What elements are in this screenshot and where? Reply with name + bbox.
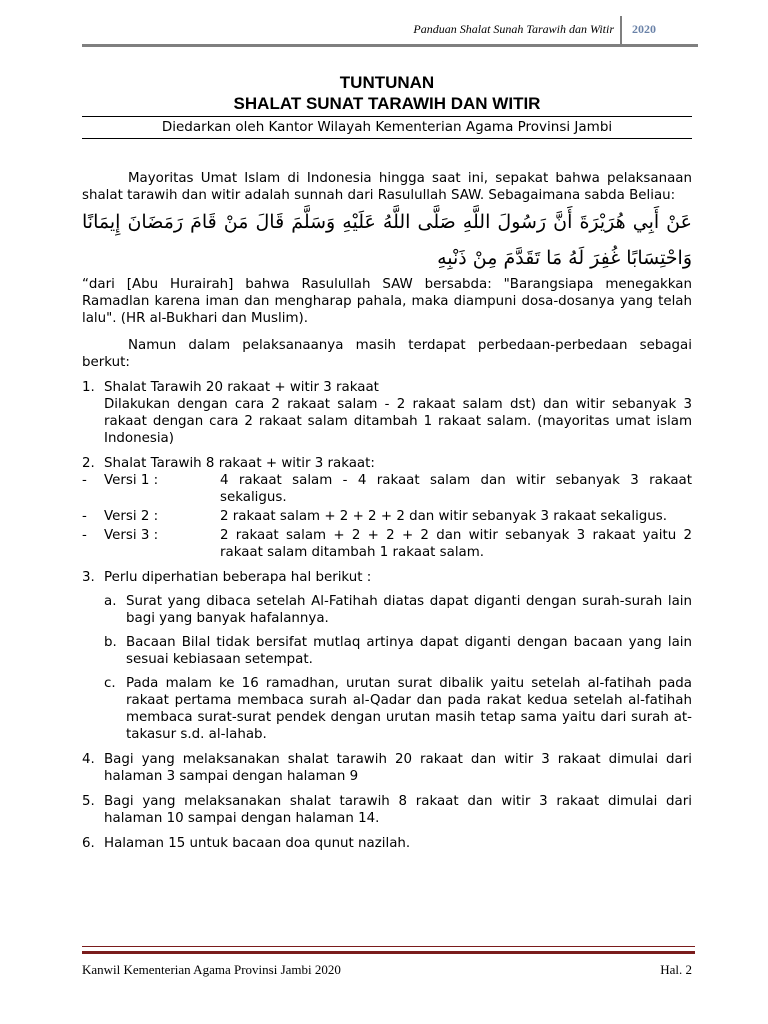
version-text: 2 rakaat salam + 2 + 2 + 2 dan witir sebanyak 3 rakaat yaitu 2 rakaat salam ditambah 1 rakaat salam. <box>220 528 692 560</box>
version-label: Versi 1 : <box>104 473 159 488</box>
version-text: 4 rakaat salam - 4 rakaat salam dan witir sebanyak 3 rakaat sekaligus. <box>220 473 692 505</box>
list-item-6 <box>82 835 692 852</box>
list-item-title: Shalat Tarawih 8 rakaat + witir 3 rakaat: <box>104 456 375 471</box>
footer-institution: Kanwil Kementerian Agama Provinsi Jambi 2020 <box>82 962 341 977</box>
list-item-text: Halaman 15 untuk bacaan doa qunut nazilah. <box>104 836 411 851</box>
list-item-3 <box>82 569 692 743</box>
list-item-1 <box>82 379 692 447</box>
list-item-2 <box>82 455 692 472</box>
sub-item-text: Pada malam ke 16 ramadhan, urutan surat dibalik yaitu setelah al-fatihah pada rakaat pertama membaca surah al-Qadar dan pada rakat kedua setelah al-fatihah membaca surat-surat pendek dengan urutan masih tetap sama yaitu dari surah at-takasur s.d. al-lahab. <box>126 676 692 742</box>
sub-item-text: Surat yang dibaca setelah Al-Fatihah diatas dapat diganti dengan surah-surah lain bagi yang banyak hafalannya. <box>126 594 692 626</box>
version-dash: - <box>82 528 87 543</box>
sub-item-letter: b. <box>104 635 117 650</box>
list-item-text: Bagi yang melaksanakan shalat tarawih 20 rakaat dan witir 3 rakaat dimulai dari halaman 3 sampai dengan halaman 9 <box>104 752 692 784</box>
version-item <box>82 472 692 506</box>
list-item-title: Shalat Tarawih 20 rakaat + witir 3 rakaat <box>104 380 379 395</box>
version-item <box>82 527 692 561</box>
list-item-5 <box>82 793 692 827</box>
document-subtitle: Diedarkan oleh Kantor Wilayah Kementerian Agama Provinsi Jambi <box>82 116 692 139</box>
hadith-translation: “dari [Abu Hurairah] bahwa Rasulullah SAW bersabda: "Barangsiapa menegakkan Ramadlan karena iman dan mengharap pahala, maka diampuni dosa-dosanya yang telah lalu". (HR al-Bukhari dan Muslim). <box>82 277 692 326</box>
document-body <box>82 170 692 852</box>
differences-intro: Namun dalam pelaksanaanya masih terdapat perbedaan-perbedaan sebagai berkut: <box>82 338 692 370</box>
sub-item-c <box>104 675 692 743</box>
header-separator <box>620 16 622 44</box>
list-number: 2. <box>82 456 95 471</box>
list-number: 5. <box>82 794 95 809</box>
version-item <box>82 508 692 525</box>
title-line-2: SHALAT SUNAT TARAWIH DAN WITIR <box>233 94 541 113</box>
header-year: 2020 <box>632 22 656 36</box>
page-number: Hal. 2 <box>660 962 692 977</box>
list-number: 6. <box>82 836 95 851</box>
version-dash: - <box>82 509 87 524</box>
hadith-arabic: عَنْ أَبِي هُرَيْرَةَ أَنَّ رَسُولَ اللَّهِ صَلَّى اللَّهُ عَلَيْهِ وَسَلَّمَ قَالَ مَنْ قَامَ رَمَضَانَ إِيمَانًا وَاحْتِسَابًا غُفِرَ لَهُ مَا تَقَدَّمَ مِنْ ذَنْبِهِ <box>82 211 692 269</box>
version-text: 2 rakaat salam + 2 + 2 + 2 dan witir sebanyak 3 rakaat sekaligus. <box>220 509 668 524</box>
list-item-4 <box>82 751 692 785</box>
sub-item-text: Bacaan Bilal tidak bersifat mutlaq artinya dapat diganti dengan bacaan yang lain sesuai kebiasaan setempat. <box>126 635 692 667</box>
list-item-title: Perlu diperhatian beberapa hal berikut : <box>104 570 372 585</box>
sub-item-letter: c. <box>104 676 116 691</box>
version-label: Versi 3 : <box>104 528 159 543</box>
page-header <box>82 14 698 47</box>
sub-item-b <box>104 634 692 668</box>
version-dash: - <box>82 473 87 488</box>
sub-item-letter: a. <box>104 594 117 609</box>
intro-paragraph: Mayoritas Umat Islam di Indonesia hingga saat ini, sepakat bahwa pelaksanaan shalat tarawih dan witir adalah sunnah dari Rasulullah SAW. Sebagaimana sabda Beliau: <box>82 171 692 203</box>
list-item-text: Bagi yang melaksanakan shalat tarawih 8 rakaat dan witir 3 rakaat dimulai dari halaman 10 sampai dengan halaman 14. <box>104 794 692 826</box>
title-line-1: TUNTUNAN <box>339 73 435 92</box>
document-title <box>82 72 692 114</box>
sub-item-a <box>104 593 692 627</box>
list-number: 3. <box>82 570 95 585</box>
list-item-description: Dilakukan dengan cara 2 rakaat salam - 2 rakaat salam dst) dan witir sebanyak 3 rakaat dengan cara 2 rakaat salam ditambah 1 rakaat salam. (mayoritas umat islam Indonesia) <box>104 397 692 446</box>
list-number: 1. <box>82 380 95 395</box>
list-number: 4. <box>82 752 95 767</box>
header-doc-title: Panduan Shalat Sunah Tarawih dan Witir <box>413 22 614 36</box>
footer-divider <box>82 946 695 954</box>
version-label: Versi 2 : <box>104 509 159 524</box>
